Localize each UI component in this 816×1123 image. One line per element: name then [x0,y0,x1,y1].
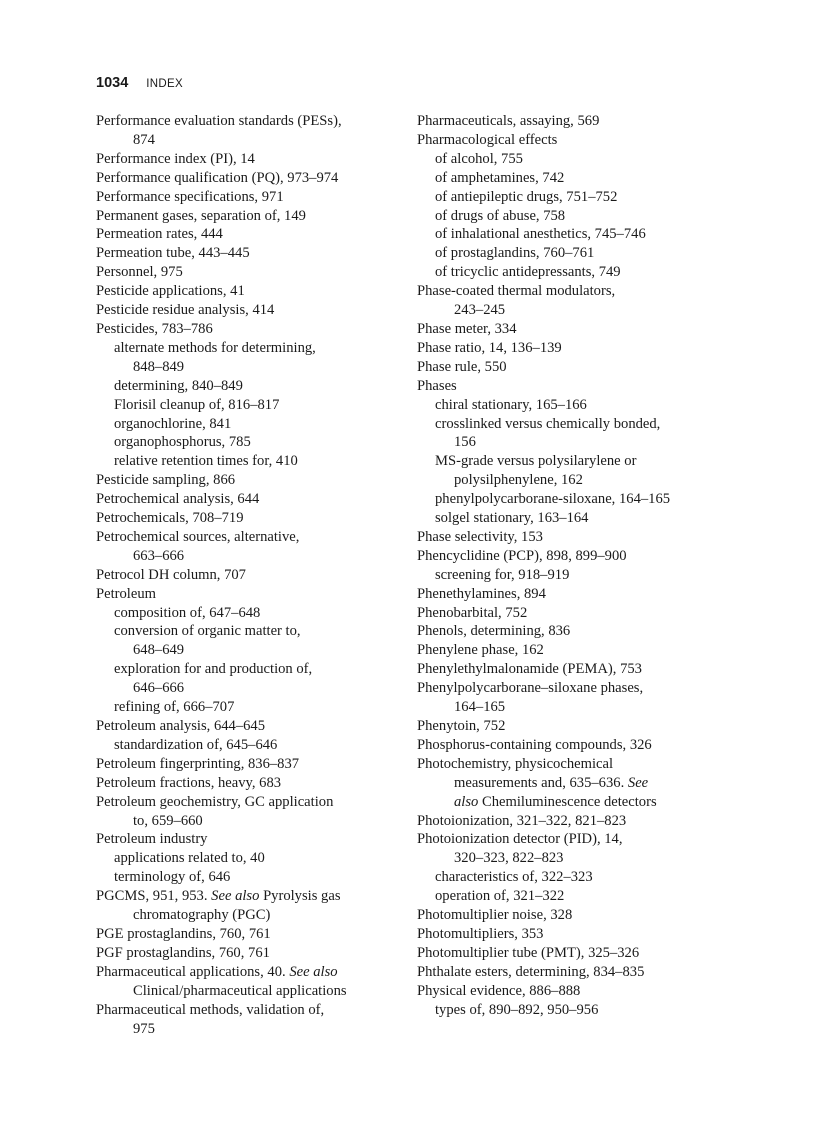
entry-text: Phases [417,377,457,394]
index-entry [417,830,722,849]
see-also-reference: See [627,774,649,791]
entry-text: 156 [454,434,476,451]
index-subentry [417,887,722,906]
index-subentry [417,188,722,207]
entry-text: alternate methods for determining, [114,339,316,356]
index-subentry [96,396,396,415]
index-entry-continuation [417,433,722,452]
index-entry [96,528,396,547]
entry-text: Phase rule, 550 [417,358,507,375]
index-entry [96,509,396,528]
index-entry [96,188,396,207]
entry-text: conversion of organic matter to, [114,623,301,640]
entry-text: Pesticide applications, 41 [96,283,245,300]
entry-text: Physical evidence, 886–888 [417,982,581,999]
entry-text: Phase meter, 334 [417,320,517,337]
entry-text: Petroleum analysis, 644–645 [96,718,266,734]
running-head: INDEX [146,78,183,90]
entry-text: of tricyclic antidepressants, 749 [435,264,621,281]
index-entry-continuation [96,641,396,660]
index-entry [417,963,722,982]
entry-text: 663–666 [133,547,185,564]
entry-text: Photomultipliers, 353 [417,925,544,942]
index-entry [96,1001,396,1020]
index-subentry [417,490,722,509]
entry-text: Permanent gases, separation of, 149 [96,207,306,224]
index-entry [96,471,396,490]
index-entry [96,150,396,169]
entry-text: Phenylene phase, 162 [417,642,544,659]
index-entry [96,585,396,604]
index-entry [417,528,722,547]
index-entry [417,131,722,150]
entry-text: Petrochemical sources, alternative, [96,528,300,545]
entry-text: Pharmaceuticals, assaying, 569 [417,113,600,129]
entry-text: relative retention times for, 410 [114,453,298,470]
index-subentry [96,698,396,717]
entry-text: of prostaglandins, 760–761 [435,245,595,262]
entry-text: Pharmaceutical methods, validation of, [96,1001,325,1018]
entry-text: Personnel, 975 [96,264,183,281]
entry-text: solgel stationary, 163–164 [435,510,589,527]
entry-text: Phencyclidine (PCP), 898, 899–900 [417,547,627,564]
entry-text: polysilphenylene, 162 [454,472,583,489]
index-subentry [96,849,396,868]
index-entry [96,282,396,301]
index-entry [417,112,722,131]
entry-text: 648–649 [133,642,185,659]
index-entry [96,301,396,320]
entry-text: Phase-coated thermal modulators, [417,283,616,300]
entry-text: chiral stationary, 165–166 [435,396,587,413]
index-entry-continuation [96,131,396,150]
entry-text: terminology of, 646 [114,869,231,886]
see-also-reference: See also [211,888,260,905]
entry-text: Petrochemicals, 708–719 [96,510,244,527]
entry-text: Phenylpolycarborane–siloxane phases, [417,680,644,697]
index-entry [96,793,396,812]
entry-text: Petroleum fingerprinting, 836–837 [96,755,300,772]
entry-text: organophosphorus, 785 [114,434,251,451]
index-entry [96,207,396,226]
index-entry [96,263,396,282]
index-subentry [96,339,396,358]
entry-text: refining of, 666–707 [114,699,235,716]
index-entry [417,585,722,604]
index-subentry [417,225,722,244]
index-entry [417,377,722,396]
entry-text: Phase selectivity, 153 [417,528,543,545]
entry-text: measurements and, 635–636. [454,774,625,791]
entry-text: Phenytoin, 752 [417,718,506,734]
index-entry-continuation [96,1020,396,1039]
index-subentry [96,660,396,679]
index-entry [417,358,722,377]
entry-text: Pesticides, 783–786 [96,320,213,337]
index-entry-continuation [96,982,396,1001]
index-entry-continuation [417,698,722,717]
entry-text: 848–849 [133,358,185,375]
index-subentry [96,622,396,641]
entry-text: Phenols, determining, 836 [417,623,571,640]
entry-text: PGF prostaglandins, 760, 761 [96,944,270,961]
index-entry [417,282,722,301]
see-also-reference: See also [289,963,338,980]
entry-text: Permeation tube, 443–445 [96,245,250,262]
index-entry [417,925,722,944]
entry-text: Petrocol DH column, 707 [96,566,246,583]
entry-text: Pesticide residue analysis, 414 [96,302,275,319]
index-entry [96,774,396,793]
entry-text: determining, 840–849 [114,377,243,394]
index-entry [417,339,722,358]
page-header [96,74,183,94]
index-subentry [417,509,722,528]
index-entry [417,679,722,698]
entry-text: Petroleum industry [96,831,208,848]
index-entry [96,490,396,509]
entry-text-rest: Chemiluminescence detectors [481,793,657,810]
index-subentry [96,433,396,452]
entry-text: Photomultiplier tube (PMT), 325–326 [417,944,640,961]
index-entry [96,944,396,963]
index-subentry [417,1001,722,1020]
entry-text: Performance index (PI), 14 [96,150,255,167]
index-subentry [96,736,396,755]
entry-text: Performance qualification (PQ), 973–974 [96,169,339,186]
entry-text: PGCMS, 951, 953. [96,888,208,905]
entry-text: MS-grade versus polysilarylene or [435,453,637,470]
index-subentry [417,868,722,887]
entry-text: to, 659–660 [133,812,203,829]
entry-text: of inhalational anesthetics, 745–746 [435,226,646,243]
entry-text: exploration for and production of, [114,661,313,678]
index-entry [417,717,722,736]
entry-text: Petroleum [96,585,156,602]
index-subentry [96,415,396,434]
index-subentry [96,868,396,887]
index-subentry [417,207,722,226]
index-entry [417,604,722,623]
index-entry [96,755,396,774]
index-entry [417,812,722,831]
index-entry [96,244,396,263]
see-also-reference: also [454,793,479,810]
entry-text: Pesticide sampling, 866 [96,472,236,489]
index-entry [417,736,722,755]
entry-text: 164–165 [454,699,506,716]
index-entry [96,169,396,188]
index-entry-continuation [96,547,396,566]
entry-text: phenylpolycarborane-siloxane, 164–165 [435,491,671,508]
entry-text: Photoionization detector (PID), 14, [417,831,623,848]
entry-text: of amphetamines, 742 [435,169,565,186]
entry-text: PGE prostaglandins, 760, 761 [96,925,271,942]
index-entry [96,112,396,131]
index-entry [417,547,722,566]
index-entry [96,963,396,982]
entry-text: 874 [133,131,155,148]
entry-text: Pharmacological effects [417,131,558,148]
index-entry-continuation [417,793,722,812]
index-entry [96,717,396,736]
entry-text: Phosphorus-containing compounds, 326 [417,736,652,753]
entry-text-rest: Pyrolysis gas [263,888,341,905]
index-subentry [417,452,722,471]
entry-text: crosslinked versus chemically bonded, [435,415,661,432]
index-entry-continuation [417,774,722,793]
entry-text: Phenethylamines, 894 [417,585,546,602]
index-column-right [417,112,722,1020]
index-entry [96,830,396,849]
index-entry-continuation [417,471,722,490]
entry-text: 320–323, 822–823 [454,850,564,867]
entry-text: Florisil cleanup of, 816–817 [114,396,280,413]
index-entry [96,925,396,944]
index-entry [96,320,396,339]
index-entry-continuation [96,358,396,377]
entry-text: 975 [133,1020,155,1037]
index-entry [417,906,722,925]
entry-text: Photochemistry, physicochemical [417,755,614,772]
index-entry [417,320,722,339]
index-entry [417,944,722,963]
index-subentry [417,396,722,415]
index-subentry [417,150,722,169]
entry-text: Petroleum fractions, heavy, 683 [96,774,282,791]
index-entry-continuation [96,679,396,698]
entry-text: Photoionization, 321–322, 821–823 [417,812,627,829]
index-subentry [417,263,722,282]
index-subentry [417,244,722,263]
index-entry [96,566,396,585]
entry-text: Phase ratio, 14, 136–139 [417,339,562,356]
entry-text: characteristics of, 322–323 [435,869,593,886]
index-subentry [417,169,722,188]
index-entry [417,641,722,660]
entry-text: types of, 890–892, 950–956 [435,1001,599,1018]
index-subentry [96,452,396,471]
entry-text: Permeation rates, 444 [96,226,223,243]
entry-text: Phthalate esters, determining, 834–835 [417,963,645,980]
entry-text: Petrochemical analysis, 644 [96,491,260,508]
index-entry [417,660,722,679]
entry-text: standardization of, 645–646 [114,736,278,753]
page-number: 1034 [96,75,129,91]
entry-text: applications related to, 40 [114,850,265,867]
entry-text: screening for, 918–919 [435,566,570,583]
index-entry [417,982,722,1001]
entry-text: Photomultiplier noise, 328 [417,907,573,924]
index-subentry [96,377,396,396]
index-entry [417,622,722,641]
index-entry-continuation [417,849,722,868]
entry-text: Performance specifications, 971 [96,188,284,205]
index-entry-continuation [96,906,396,925]
index-entry [96,887,396,906]
entry-text: Phenobarbital, 752 [417,604,528,621]
entry-text: of alcohol, 755 [435,150,523,167]
entry-text: chromatography (PGC) [133,907,271,924]
entry-text: Performance evaluation standards (PESs), [96,113,342,129]
index-entry [417,755,722,774]
entry-text: 646–666 [133,680,185,697]
index-subentry [96,604,396,623]
entry-text: Clinical/pharmaceutical applications [133,982,347,999]
entry-text: Pharmaceutical applications, 40. [96,963,286,980]
index-column-left [96,112,396,1038]
entry-text: Petroleum geochemistry, GC application [96,793,334,810]
index-subentry [417,566,722,585]
entry-text: of drugs of abuse, 758 [435,207,566,224]
index-entry-continuation [417,301,722,320]
entry-text: composition of, 647–648 [114,604,261,621]
entry-text: of antiepileptic drugs, 751–752 [435,188,618,205]
entry-text: 243–245 [454,302,506,319]
entry-text: organochlorine, 841 [114,415,232,432]
index-entry [96,225,396,244]
index-subentry [417,415,722,434]
entry-text: Phenylethylmalonamide (PEMA), 753 [417,661,642,678]
entry-text: operation of, 321–322 [435,888,565,905]
index-entry-continuation [96,812,396,831]
